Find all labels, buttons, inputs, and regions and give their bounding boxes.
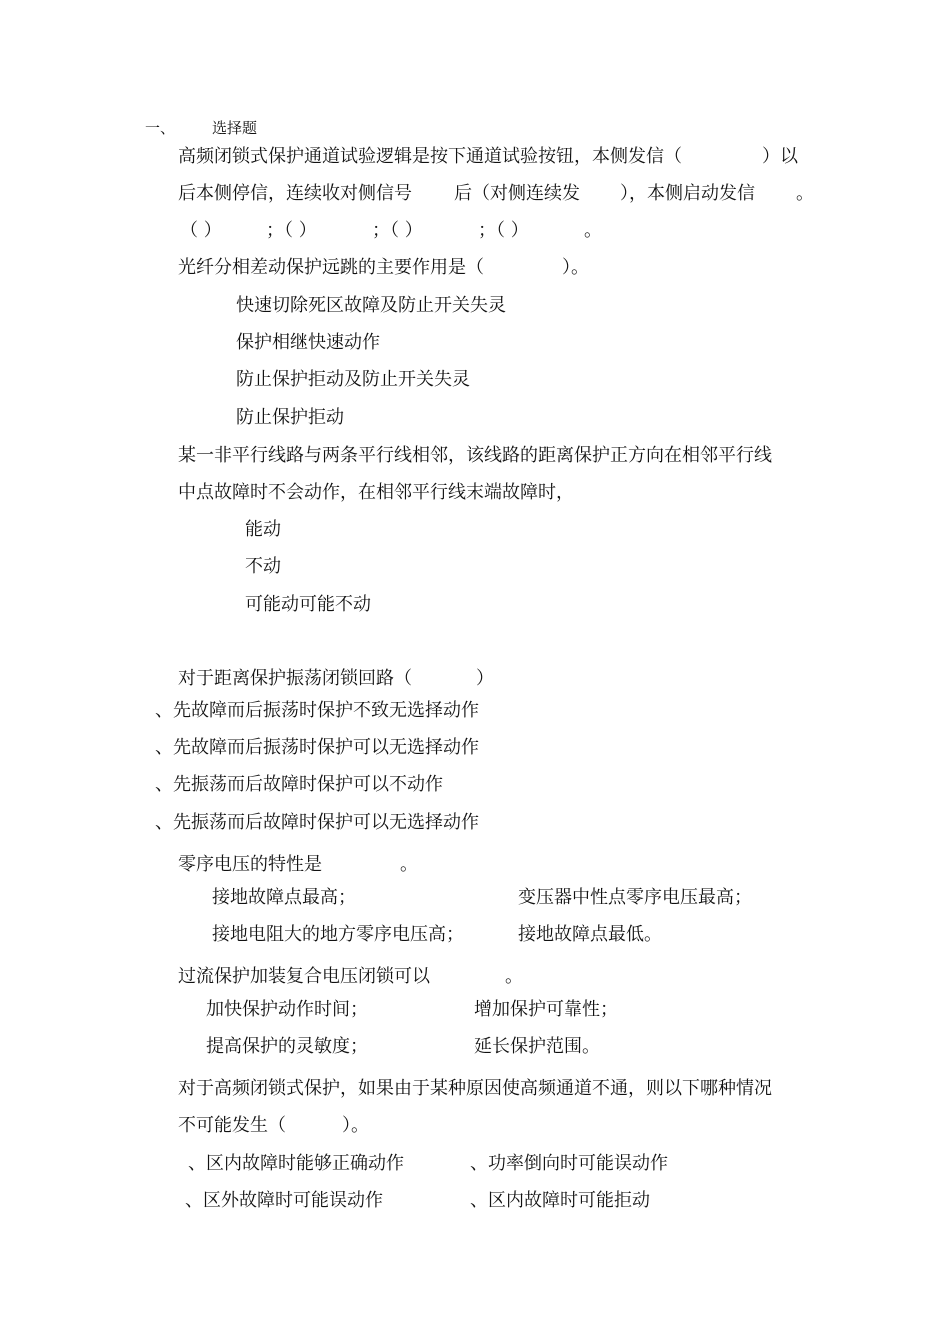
q2-stem-end: ）。	[562, 257, 589, 278]
q1-option: ；（ ）	[372, 220, 423, 241]
q4-option: 、先故障而后振荡时保护可以无选择动作	[155, 737, 479, 758]
q3-line2: 中点故障时不会动作，在相邻平行线末端故障时，	[178, 482, 574, 503]
q4-stem: 对于距离保护振荡闭锁回路（	[178, 668, 412, 689]
q3-option: 可能动可能不动	[245, 594, 371, 615]
q6-stem: 过流保护加装复合电压闭锁可以	[178, 966, 430, 987]
q5-option: 接地电阻大的地方零序电压高；	[212, 924, 464, 945]
q4-option: 、先振荡而后故障时保护可以不动作	[155, 774, 443, 795]
q2-option: 防止保护拒动及防止开关失灵	[236, 369, 470, 390]
q3-option: 能动	[245, 519, 281, 540]
q7-option: 、区内故障时可能拒动	[470, 1190, 650, 1211]
q6-stem-end: 。	[505, 966, 523, 987]
q2-option: 保护相继快速动作	[236, 332, 380, 353]
q5-option: 变压器中性点零序电压最高；	[518, 887, 752, 908]
q1-option: ；（ ）	[478, 220, 529, 241]
q5-stem: 零序电压的特性是	[178, 854, 322, 875]
q1-line1: 高频闭锁式保护通道试验逻辑是按下通道试验按钮，本侧发信（	[178, 146, 682, 167]
q7-line1: 对于高频闭锁式保护，如果由于某种原因使高频通道不通，则以下哪种情况	[178, 1078, 772, 1099]
q4-option: 、先故障而后振荡时保护不致无选择动作	[155, 700, 479, 721]
q5-option: 接地故障点最高；	[212, 887, 356, 908]
q1-line2-c: ），本侧启动发信	[620, 183, 755, 204]
q7-option: 、功率倒向时可能误动作	[470, 1153, 668, 1174]
q1-line2-a: 后本侧停信，连续收对侧信号	[178, 183, 412, 204]
q1-option: ；（ ）	[266, 220, 317, 241]
q5-option: 接地故障点最低。	[518, 924, 662, 945]
q1-line2-b: 后（对侧连续发	[454, 183, 580, 204]
q1-option: （ ）	[180, 220, 222, 241]
q1-option: 。	[584, 220, 602, 241]
q6-option: 提高保护的灵敏度；	[206, 1036, 368, 1057]
q7-option: 、区内故障时能够正确动作	[188, 1153, 404, 1174]
q4-option: 、先振荡而后故障时保护可以无选择动作	[155, 812, 479, 833]
q7-line2-end: ）。	[342, 1115, 369, 1136]
q6-option: 增加保护可靠性；	[474, 999, 618, 1020]
section-number: 一、	[145, 119, 176, 137]
q1-line2-d: 。	[796, 183, 814, 204]
q2-option: 快速切除死区故障及防止开关失灵	[236, 295, 506, 316]
q6-option: 延长保护范围。	[474, 1036, 600, 1057]
q3-option: 不动	[245, 556, 281, 577]
q7-option: 、区外故障时可能误动作	[185, 1190, 383, 1211]
q2-stem: 光纤分相差动保护远跳的主要作用是（	[178, 257, 484, 278]
section-title: 选择题	[212, 119, 258, 137]
q6-option: 加快保护动作时间；	[206, 999, 368, 1020]
q5-stem-end: 。	[400, 854, 418, 875]
q7-line2: 不可能发生（	[178, 1115, 286, 1136]
q4-stem-end: ）	[476, 668, 494, 689]
q1-line1-end: ）以	[762, 146, 798, 167]
q3-line1: 某一非平行线路与两条平行线相邻，该线路的距离保护正方向在相邻平行线	[178, 445, 772, 466]
q2-option: 防止保护拒动	[236, 407, 344, 428]
